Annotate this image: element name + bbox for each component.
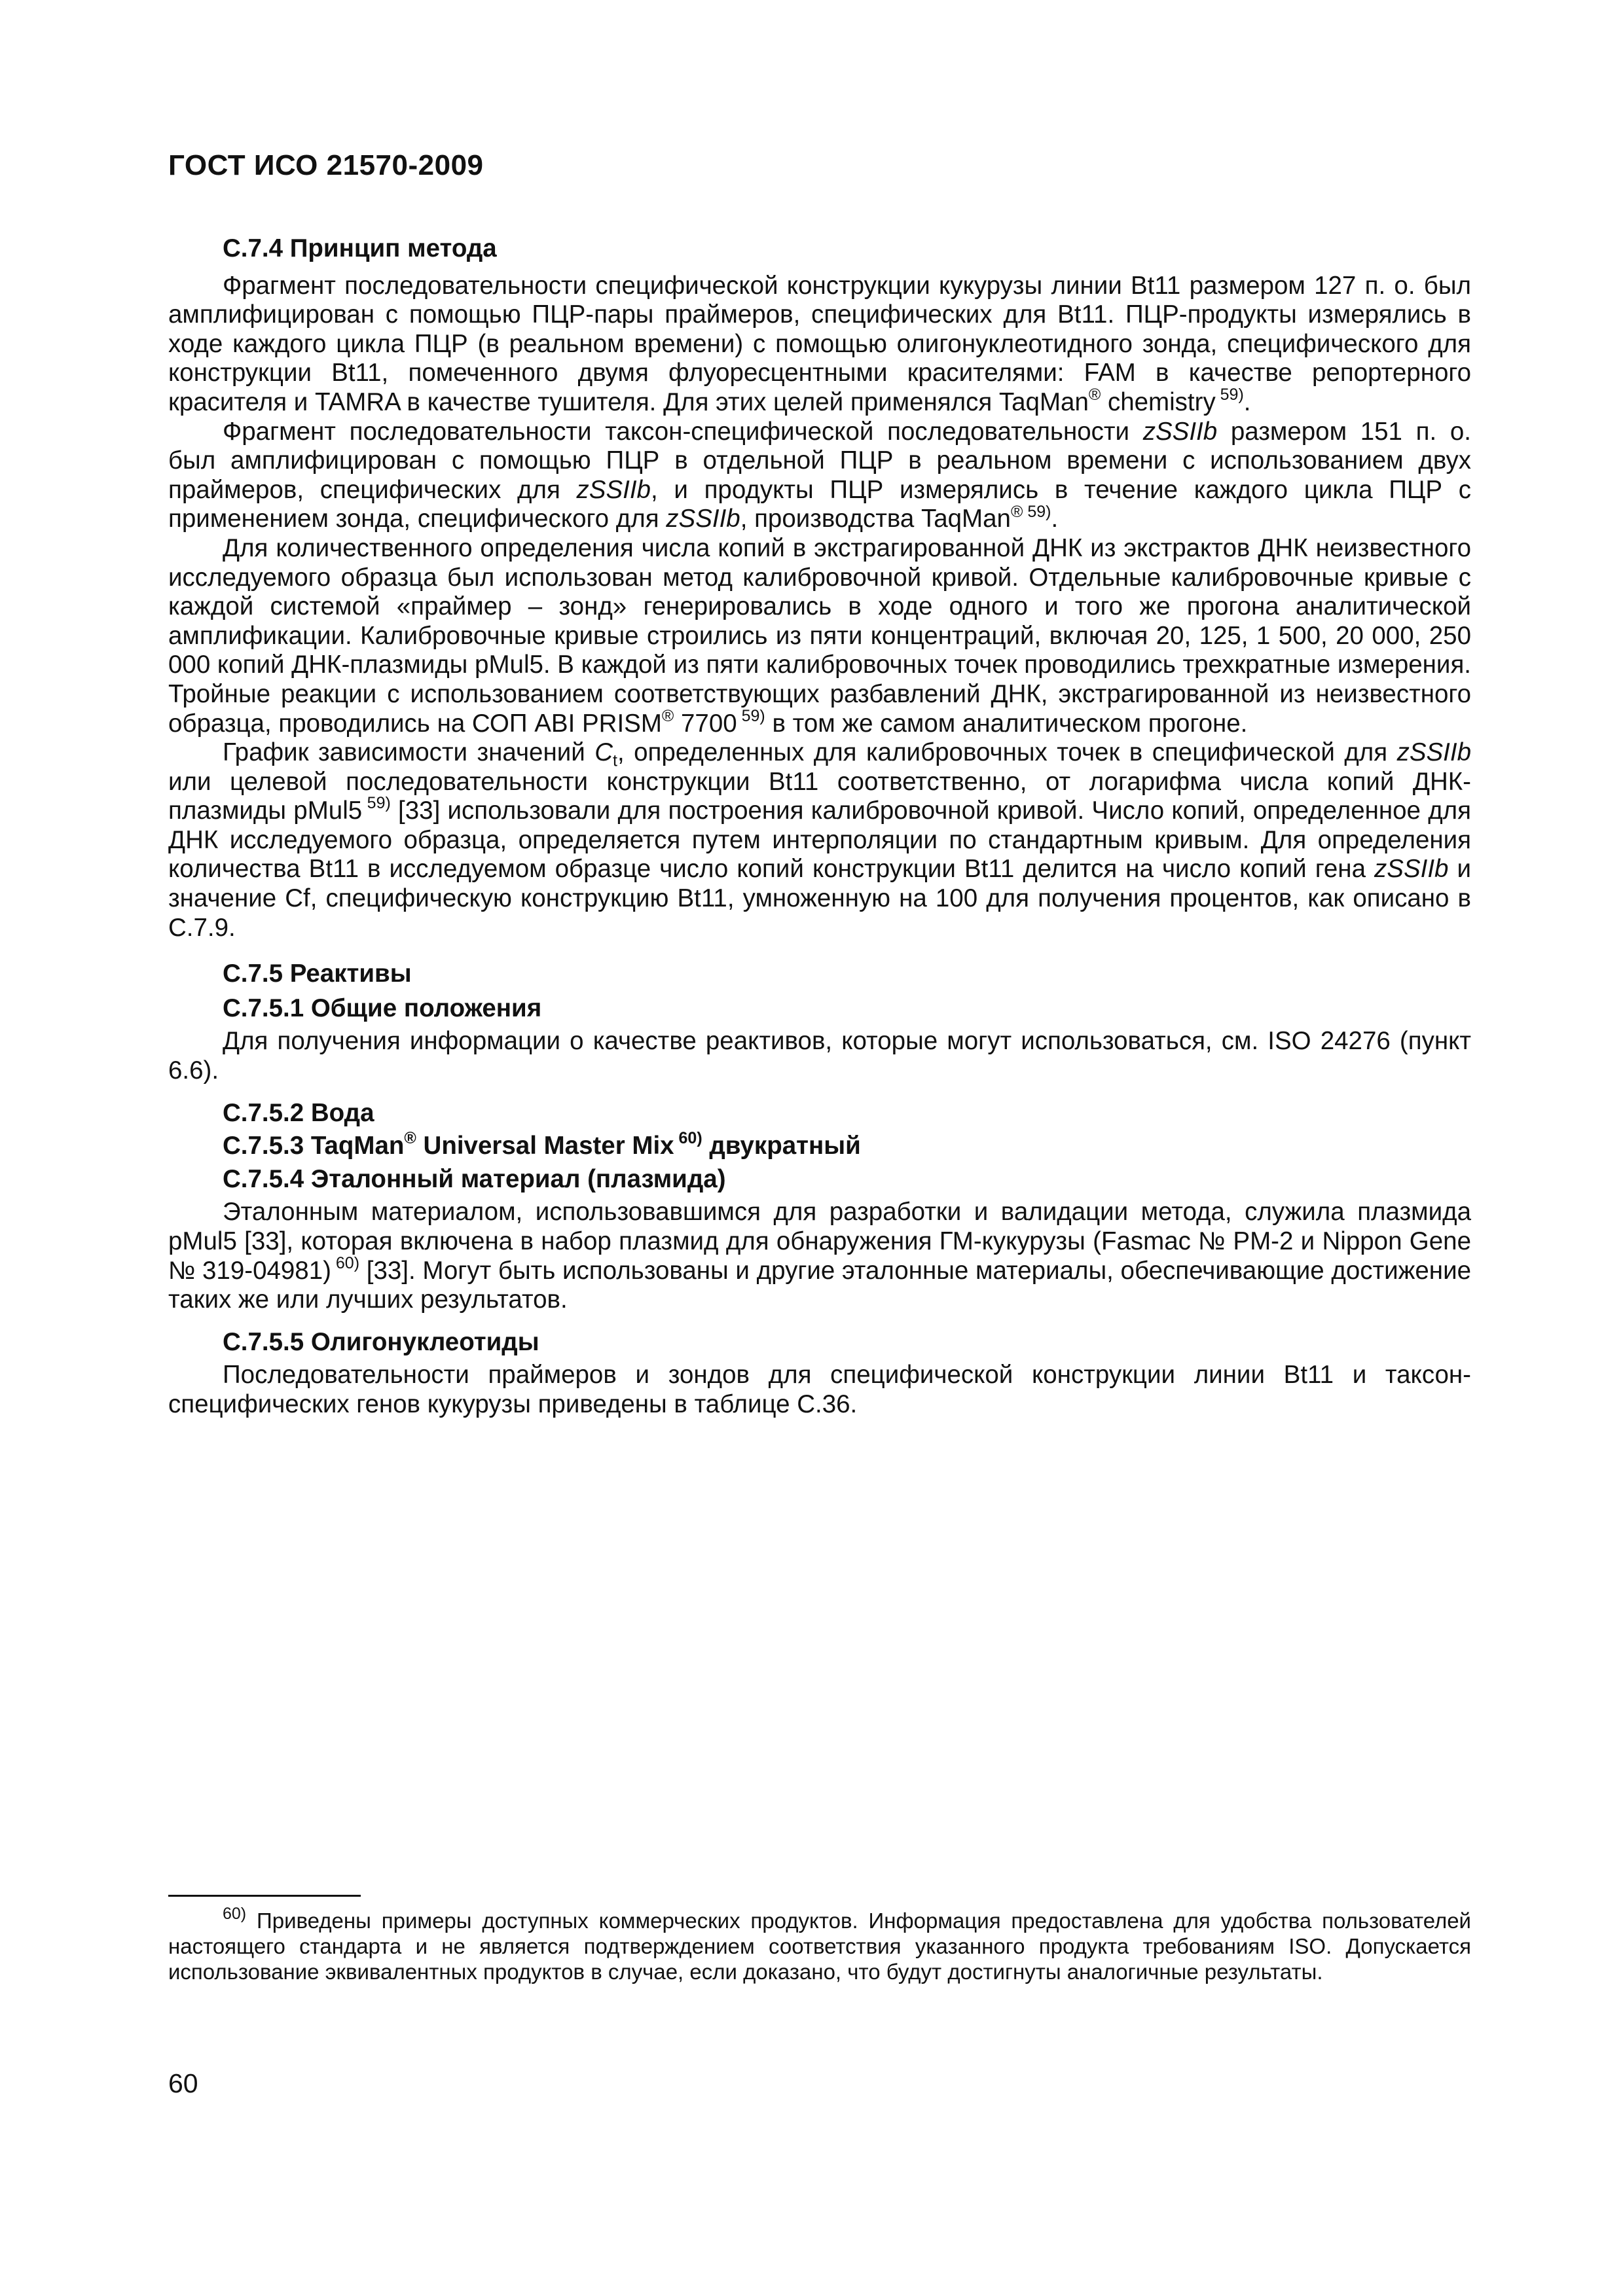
paragraph-c74-1: Фрагмент последовательности специфической конструкции кукурузы линии Bt11 размером 127 п. о. был амплифицирован с помощью ПЦР-пары праймеров, специфических для Bt11. ПЦР-продукты измерялись в ходе каждого цикла ПЦР (в реальном времени) с помощью олигонуклеотидного зонда, специфического для конструкции Bt11, помеченного двумя флуоресцентными красителями: FAM в качестве репортерного красителя и TAMRA в качестве тушителя. Для этих целей применялся TaqMan® chemistry $^{59)}$. — [168, 271, 1471, 416]
paragraph-c74-3: Для количественного определения числа копий в экстрагированной ДНК из экстрактов ДНК неизвестного исследуемого образца был использован метод калибровочной кривой. Отдельные калибровочные кривые с каждой системой «праймер – зонд» генерировались в ходе одного и того же прогона аналитической амплификации. Калибровочные кривые строились из пяти концентраций, включая 20, 125, 1 500, 20 000, 250 000 копий ДНК-плазмиды pMul5. В каждой из пяти калибровочных точек проводились трехкратные измерения. Тройные реакции с использованием соответствующих разбавлений ДНК, экстрагированной из неизвестного образца, проводились на СОП ABI PRISM® 7700 $^{59)}$ в том же самом аналитическом прогоне. — [168, 533, 1471, 738]
footnote-ref: ® 59) — [1010, 502, 1051, 521]
footnote-marker: 60) — [223, 1905, 247, 1923]
document-header: ГОСТ ИСО 21570-2009 — [168, 149, 484, 181]
section-heading-c753: С.7.5.3 TaqMan® Universal Master Mix $^{60)}$ двукратный — [223, 1129, 861, 1160]
footnote-60: $^{60)}$ Приведены примеры доступных коммерческих продуктов. Информация предоставлена для удобства пользователей настоящего стандарта и не является подтверждением соответствия указанного продукта требованиям ISO. Допускается использование эквивалентных продуктов в случае, если доказано, что будут достигнуты аналогичные результаты. — [168, 1905, 1471, 1984]
paragraph-c74-2: Фрагмент последовательности таксон-специфической последовательности zSSIIb размером 151 п. о. был амплифицирован с помощью ПЦР в отдельной ПЦР в реальном времени с использованием двух праймеров, специфических для zSSIIb, и продукты ПЦР измерялись в течение каждого цикла ПЦР с применением зонда, специфического для zSSIIb, производства TaqMan$^{® 59)}$. — [168, 417, 1471, 533]
paragraph-c754: Эталонным материалом, использовавшимся для разработки и валидации метода, служила плазмида pMul5 [33], которая включена в набор плазмид для обнаружения ГМ-кукурузы (Fasmac № PM-2 и Nippon Gene № 319-04981) $^{60)}$ [33]. Могут быть использованы и другие эталонные материалы, обеспечивающие достижение таких же или лучших результатов. — [168, 1198, 1471, 1314]
footnote-ref: 60) — [331, 1253, 360, 1272]
section-heading-c75: С.7.5 Реактивы — [223, 960, 412, 988]
section-heading-c754: С.7.5.4 Эталонный материал (плазмида) — [223, 1164, 726, 1193]
footnote-ref: 59) — [362, 794, 391, 813]
paragraph-c755: Последовательности праймеров и зондов для специфической конструкции линии Bt11 и таксон-специфических генов кукурузы приведены в таблице С.36. — [168, 1361, 1471, 1418]
document-body — [168, 234, 1471, 1420]
footnote-separator — [168, 1895, 361, 1897]
paragraph-c74-4: График зависимости значений $C_t$, определенных для калибровочных точек в специфической для zSSIIb или целевой последовательности конструкции Bt11 соответственно, от логарифма числа копий ДНК-плазмиды pMul5 $^{59)}$ [33] использовали для построения калибровочной кривой. Число копий, определенное для ДНК исследуемого образца, определяется путем интерполяции по стандартным кривым. Для определения количества Bt11 в исследуемом образце число копий конструкции Bt11 делится на число копий гена zSSIIb и значение Cf, специфическую конструкцию Bt11, умноженную на 100 для получения процентов, как описано в С.7.9. — [168, 738, 1471, 942]
footnote-ref: 60) — [674, 1129, 702, 1148]
footnote-ref: 59) — [1215, 386, 1244, 404]
paragraph-c751: Для получения информации о качестве реактивов, которые могут использоваться, см. ISO 24276 (пункт 6.6). — [168, 1027, 1471, 1085]
section-heading-c751: С.7.5.1 Общие положения — [223, 994, 542, 1022]
section-heading-c755: С.7.5.5 Олигонуклеотиды — [223, 1327, 539, 1356]
section-heading-c752: С.7.5.2 Вода — [223, 1098, 374, 1127]
footnote-ref: 59) — [737, 706, 765, 725]
section-heading-c74: С.7.4 Принцип метода — [223, 234, 497, 262]
page-number: 60 — [168, 2068, 198, 2098]
